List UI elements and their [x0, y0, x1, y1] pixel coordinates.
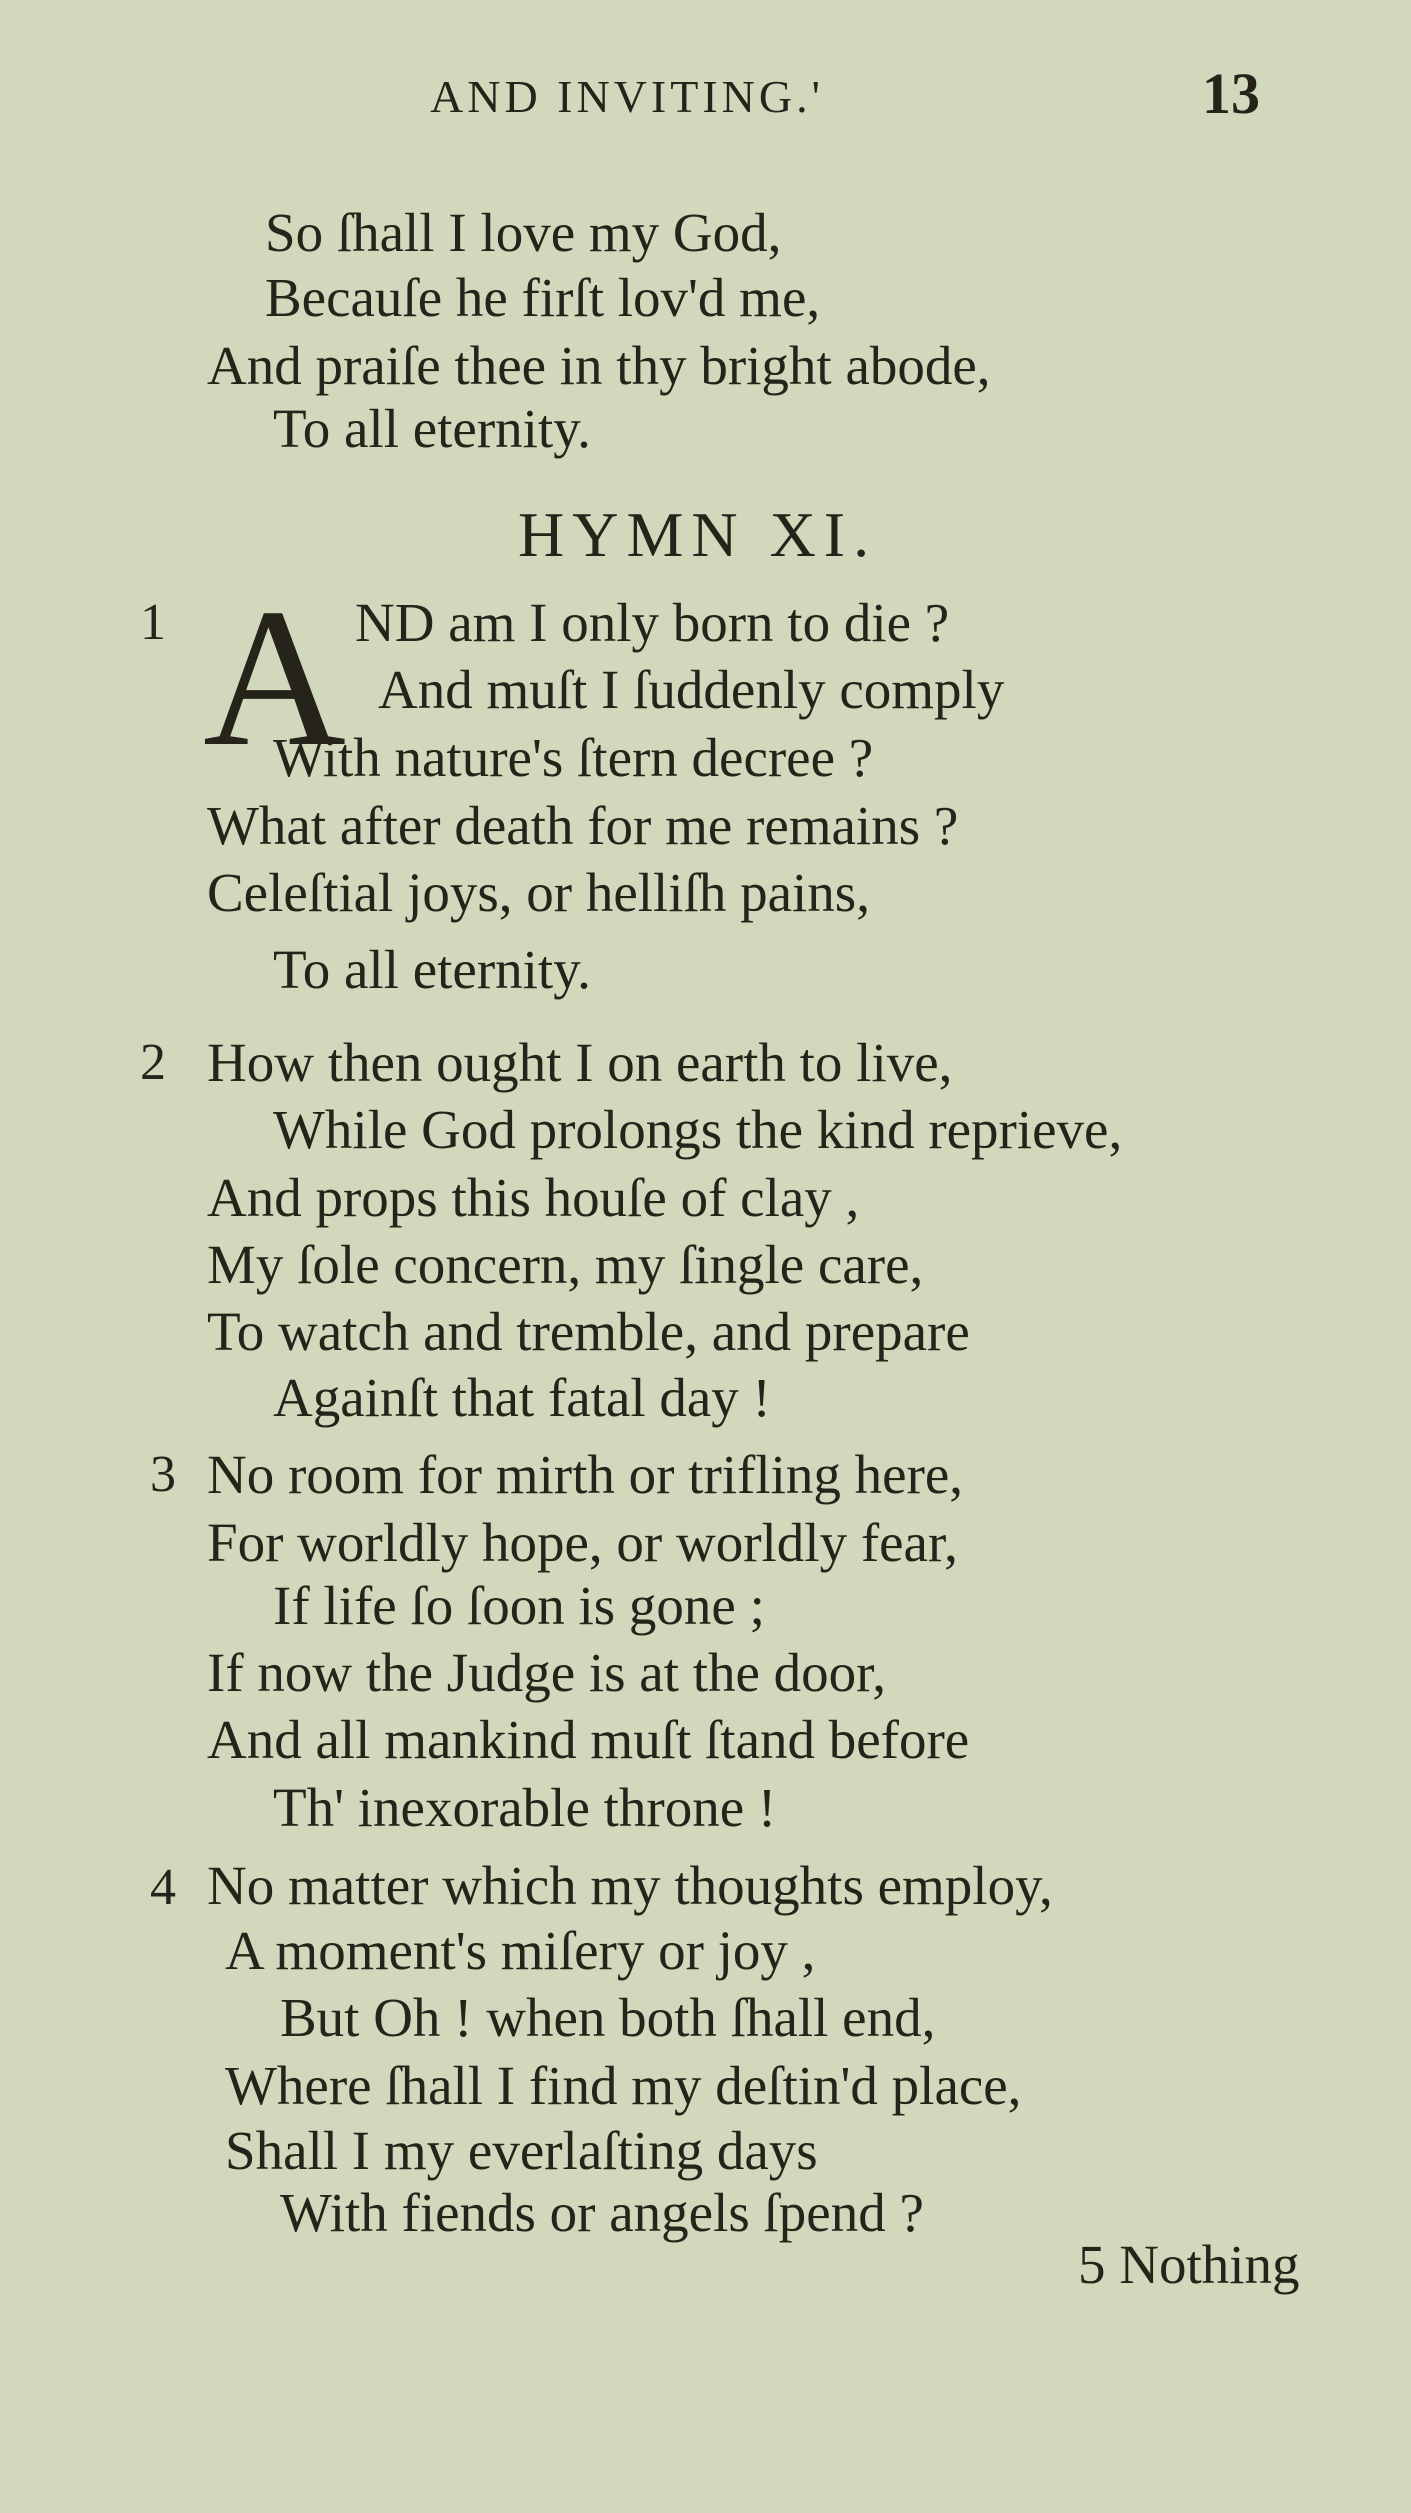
running-head: AND INVITING.': [430, 71, 824, 122]
verse-line: No matter which my thoughts employ,: [207, 1855, 1053, 1916]
verse-line: And props this houſe of clay ,: [207, 1167, 860, 1228]
verse-line: So ſhall I love my God,: [265, 202, 782, 263]
verse-line: To watch and tremble, and prepare: [207, 1301, 970, 1362]
stanza-number: 3: [150, 1446, 176, 1503]
verse-line: What after death for me remains ?: [207, 795, 959, 856]
verse-line: If life ſo ſoon is gone ;: [273, 1575, 765, 1636]
verse-line: To all eternity.: [273, 398, 591, 459]
verse-line: Celeſtial joys, or helliſh pains,: [207, 862, 870, 923]
verse-line: My ſole concern, my ſingle care,: [207, 1234, 924, 1295]
catchword: 5 Nothing: [1078, 2234, 1300, 2295]
verse-line: Shall I my everlaſting days: [225, 2120, 818, 2181]
verse-line: Th' inexorable throne !: [273, 1777, 777, 1838]
verse-line: And muſt I ſuddenly comply: [378, 659, 1005, 720]
verse-line: While God prolongs the kind reprieve,: [273, 1099, 1123, 1160]
verse-line: Where ſhall I find my deſtin'd place,: [225, 2055, 1022, 2116]
verse-line: No room for mirth or trifling here,: [207, 1444, 964, 1505]
verse-line: With nature's ſtern decree ?: [273, 727, 874, 788]
verse-line: And all mankind muſt ſtand before: [207, 1709, 970, 1770]
verse-line: With fiends or angels ſpend ?: [280, 2182, 924, 2243]
page-number: 13: [1202, 61, 1260, 126]
verse-line: To all eternity.: [273, 939, 591, 1000]
verse-line: And praiſe thee in thy bright abode,: [207, 335, 991, 396]
verse-line: Becauſe he firſt lov'd me,: [265, 267, 821, 328]
hymn-title: HYMN XI.: [518, 499, 878, 570]
drop-cap: A: [203, 568, 346, 787]
verse-line: But Oh ! when both ſhall end,: [280, 1987, 936, 2048]
verse-line: How then ought I on earth to live,: [207, 1032, 953, 1093]
verse-line: A moment's miſery or joy ,: [225, 1920, 816, 1981]
verse-line: If now the Judge is at the door,: [207, 1642, 887, 1703]
stanza-number: 2: [140, 1034, 166, 1091]
stanza-number: 4: [150, 1859, 176, 1916]
verse-line: For worldly hope, or worldly fear,: [207, 1512, 958, 1573]
stanza-number: 1: [140, 594, 166, 651]
verse-line: Againſt that fatal day !: [273, 1367, 771, 1428]
verse-line: ND am I only born to die ?: [355, 592, 950, 653]
